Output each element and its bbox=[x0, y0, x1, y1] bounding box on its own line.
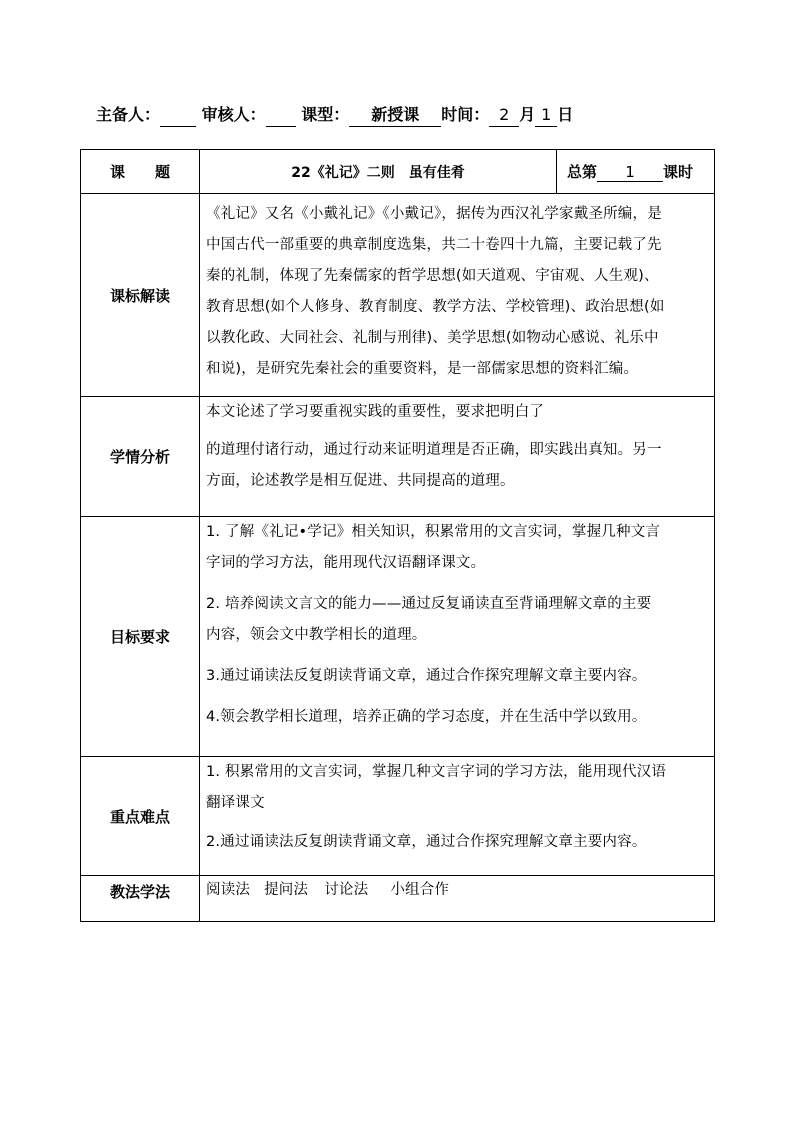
lesson-title: 22《礼记》二则 虽有佳肴 bbox=[200, 150, 557, 194]
goal-item-1: 1. 了解《礼记•学记》相关知识，积累常用的文言实词，掌握几种文言 bbox=[206, 524, 661, 540]
key-point-2: 2.通过诵读法反复朗读背诵文章，通过合作探究理解文章主要内容。 bbox=[206, 834, 647, 850]
key-points-row bbox=[81, 757, 715, 876]
method-item: 提问法 bbox=[264, 882, 309, 898]
topic-label: 课 题 bbox=[81, 150, 200, 194]
goal-item-3: 3.通过诵读法反复朗读背诵文章，通过合作探究理解文章主要内容。 bbox=[206, 668, 647, 684]
topic-row bbox=[81, 150, 715, 194]
methods-row bbox=[81, 876, 715, 922]
day-unit: 日 bbox=[557, 105, 574, 124]
time-label: 时间： bbox=[441, 105, 490, 124]
methods-content bbox=[200, 876, 715, 922]
key-points-content bbox=[200, 757, 715, 876]
key-point-1: 1. 积累常用的文言实词，掌握几种文言字词的学习方法，能用现代汉语 bbox=[206, 764, 667, 780]
analysis-content bbox=[200, 397, 715, 517]
standard-line: 以教化政、大同社会、礼制与刑律)、美学思想(如物动心感说、礼乐中 bbox=[206, 330, 659, 346]
analysis-row bbox=[81, 397, 715, 517]
document-header bbox=[96, 104, 736, 127]
analysis-line: 方面，论述教学是相互促进、共同提高的道理。 bbox=[206, 473, 515, 489]
standard-row bbox=[81, 194, 715, 397]
total-value: 1 bbox=[597, 163, 663, 182]
standard-line: 《礼记》又名《小戴礼记》《小戴记》，据传为西汉礼学家戴圣所编，是 bbox=[206, 206, 662, 222]
goals-content bbox=[200, 517, 715, 757]
analysis-line: 本文论述了学习要重视实践的重要性，要求把明白了 bbox=[206, 404, 545, 420]
day-value: 1 bbox=[535, 104, 557, 127]
goals-label: 目标要求 bbox=[81, 517, 200, 757]
methods-label: 教法学法 bbox=[81, 876, 200, 922]
lesson-plan-table bbox=[80, 149, 715, 922]
total-lessons bbox=[557, 150, 715, 194]
goals-row bbox=[81, 517, 715, 757]
reviewer-label: 审核人： bbox=[201, 105, 266, 124]
total-prefix: 总第 bbox=[567, 163, 598, 181]
reviewer-blank bbox=[266, 104, 296, 127]
standard-line: 中国古代一部重要的典章制度选集，共二十卷四十九篇，主要记载了先 bbox=[206, 237, 662, 253]
analysis-label: 学情分析 bbox=[81, 397, 200, 517]
goal-item-4: 4.领会教学相长道理，培养正确的学习态度，并在生活中学以致用。 bbox=[206, 709, 647, 725]
preparer-blank bbox=[160, 104, 196, 127]
analysis-line: 的道理付诸行动，通过行动来证明道理是否正确，即实践出真知。另一 bbox=[206, 442, 662, 458]
method-item: 小组合作 bbox=[390, 882, 450, 898]
key-points-label: 重点难点 bbox=[81, 757, 200, 876]
standard-content bbox=[200, 194, 715, 397]
method-item: 阅读法 bbox=[206, 882, 251, 898]
goal-item-1-cont: 字词的学习方法，能用现代汉语翻译课文。 bbox=[206, 555, 486, 571]
month-unit: 月 bbox=[519, 105, 536, 124]
type-label: 课型： bbox=[301, 105, 350, 124]
standard-line: 教育思想(如个人修身、教育制度、教学方法、学校管理)、政治思想(如 bbox=[206, 299, 665, 315]
standard-label: 课标解读 bbox=[81, 194, 200, 397]
method-item: 讨论法 bbox=[324, 882, 369, 898]
standard-line: 秦的礼制，体现了先秦儒家的哲学思想(如天道观、宇宙观、人生观)、 bbox=[206, 268, 659, 284]
type-value: 新授课 bbox=[349, 104, 441, 127]
total-suffix: 课时 bbox=[663, 163, 694, 181]
goal-item-2: 2. 培养阅读文言文的能力——通过反复诵读直至背诵理解文章的主要 bbox=[206, 596, 652, 612]
month-value: 2 bbox=[489, 104, 519, 127]
preparer-label: 主备人： bbox=[96, 105, 161, 124]
standard-line: 和说)，是研究先秦社会的重要资料，是一部儒家思想的资料汇编。 bbox=[206, 361, 639, 377]
key-point-1-cont: 翻译课文 bbox=[206, 795, 265, 811]
goal-item-2-cont: 内容，领会文中教学相长的道理。 bbox=[206, 627, 427, 643]
